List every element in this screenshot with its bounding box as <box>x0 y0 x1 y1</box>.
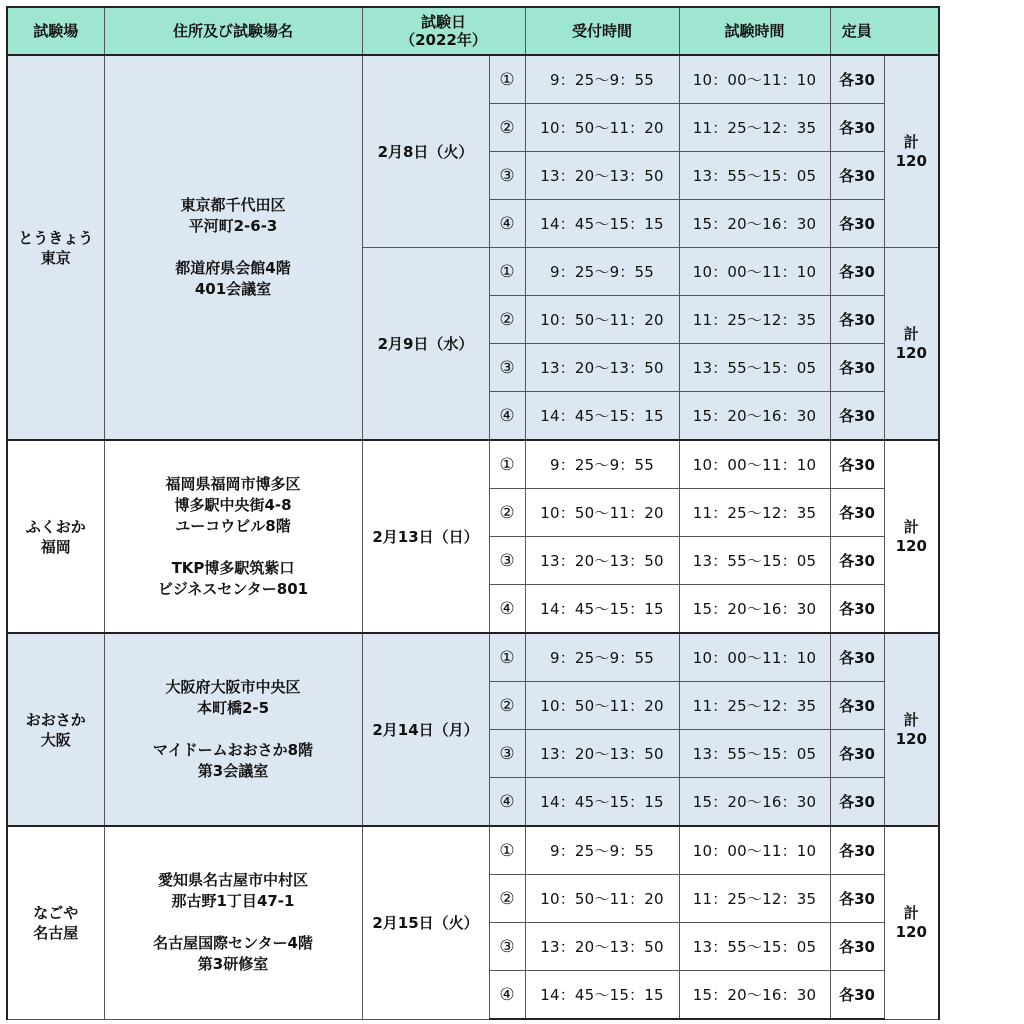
address-line: マイドームおおさか8階 <box>152 741 314 759</box>
slot-number: ② <box>489 875 525 923</box>
slot-number: ② <box>489 296 525 344</box>
address-line: 博多駅中央街4-8 <box>174 495 292 514</box>
slot-number: ① <box>489 440 525 489</box>
reception-time: 14：45〜15：15 <box>525 585 679 634</box>
reception-time: 14：45〜15：15 <box>525 392 679 441</box>
exam-date-cell: 2月9日（水） <box>362 248 489 441</box>
total-value: 120 <box>895 536 927 555</box>
venue-reading: ふくおか <box>25 517 86 536</box>
header-date <box>362 7 525 55</box>
address-line: 大阪府大阪市中央区 <box>165 678 301 696</box>
slot-number: ④ <box>489 585 525 634</box>
exam-time: 10：00〜11：10 <box>679 55 830 104</box>
slot-number: ② <box>489 104 525 152</box>
capacity-total-cell <box>884 248 939 441</box>
exam-time: 13：55〜15：05 <box>679 923 830 971</box>
capacity: 各30 <box>830 152 884 200</box>
address-line: 本町橋2-5 <box>196 699 270 717</box>
reception-time: 10：50〜11：20 <box>525 296 679 344</box>
venue-name-cell <box>7 633 104 826</box>
reception-time: 13：20〜13：50 <box>525 152 679 200</box>
header-address: 住所及び試験場名 <box>104 7 362 55</box>
total-value: 120 <box>895 343 927 362</box>
address-line: 第3会議室 <box>197 762 269 780</box>
address-spacer <box>105 537 362 558</box>
header-reception: 受付時間 <box>525 7 679 55</box>
reception-time: 9：25〜9：55 <box>525 633 679 682</box>
address-line: 都道府県会館4階 <box>175 259 291 277</box>
exam-time: 15：20〜16：30 <box>679 200 830 248</box>
header-exam-time: 試験時間 <box>679 7 830 55</box>
capacity: 各30 <box>830 778 884 827</box>
capacity: 各30 <box>830 923 884 971</box>
address-line: 第3研修室 <box>197 955 269 974</box>
exam-date-cell: 2月14日（月） <box>362 633 489 826</box>
address-line: 401会議室 <box>194 280 272 298</box>
reception-time: 9：25〜9：55 <box>525 248 679 296</box>
capacity: 各30 <box>830 537 884 585</box>
slot-number: ② <box>489 682 525 730</box>
slot-number: ④ <box>489 778 525 827</box>
header-date-label: 試験日 <box>420 13 466 31</box>
slot-number: ④ <box>489 971 525 1020</box>
address-line: 愛知県名古屋市中村区 <box>157 871 308 890</box>
capacity: 各30 <box>830 489 884 537</box>
reception-time: 9：25〜9：55 <box>525 55 679 104</box>
capacity: 各30 <box>830 971 884 1020</box>
capacity: 各30 <box>830 730 884 778</box>
venue-address-cell <box>104 55 362 440</box>
slot-number: ④ <box>489 392 525 441</box>
capacity-total-cell <box>884 633 939 826</box>
venue-name: 大阪 <box>40 730 71 749</box>
exam-time: 10：00〜11：10 <box>679 826 830 875</box>
reception-time: 10：50〜11：20 <box>525 875 679 923</box>
table-row <box>7 440 939 489</box>
reception-time: 10：50〜11：20 <box>525 489 679 537</box>
reception-time: 13：20〜13：50 <box>525 730 679 778</box>
slot-number: ③ <box>489 152 525 200</box>
venue-reading: おおさか <box>25 710 86 729</box>
table-row <box>7 826 939 875</box>
exam-time: 10：00〜11：10 <box>679 633 830 682</box>
slot-number: ③ <box>489 730 525 778</box>
total-label: 計 <box>903 324 919 343</box>
header-date-year: （2022年） <box>400 31 487 49</box>
address-line: 那古野1丁目47-1 <box>171 892 295 911</box>
reception-time: 9：25〜9：55 <box>525 440 679 489</box>
capacity-total-cell <box>884 440 939 633</box>
exam-time: 15：20〜16：30 <box>679 392 830 441</box>
venue-address-cell <box>104 633 362 826</box>
table-row <box>7 633 939 682</box>
total-label: 計 <box>903 710 919 729</box>
exam-time: 13：55〜15：05 <box>679 730 830 778</box>
exam-time: 11：25〜12：35 <box>679 875 830 923</box>
exam-time: 13：55〜15：05 <box>679 152 830 200</box>
capacity: 各30 <box>830 875 884 923</box>
venue-reading: なごや <box>33 903 79 922</box>
capacity: 各30 <box>830 682 884 730</box>
header-capacity <box>830 7 939 55</box>
header-capacity-label: 定員 <box>841 22 872 40</box>
exam-time: 11：25〜12：35 <box>679 296 830 344</box>
reception-time: 14：45〜15：15 <box>525 778 679 827</box>
capacity: 各30 <box>830 55 884 104</box>
total-label: 計 <box>903 132 919 151</box>
venue-name: 名古屋 <box>33 923 79 942</box>
address-spacer <box>105 719 362 740</box>
exam-time: 11：25〜12：35 <box>679 104 830 152</box>
address-line: ビジネスセンター801 <box>157 579 309 598</box>
address-spacer <box>105 237 362 258</box>
address-line: 福岡県福岡市博多区 <box>165 474 301 493</box>
table-row <box>7 55 939 104</box>
slot-number: ③ <box>489 923 525 971</box>
table-body <box>7 55 939 1019</box>
venue-name-cell <box>7 440 104 633</box>
venue-address-cell <box>104 440 362 633</box>
total-value: 120 <box>895 151 927 170</box>
venue-name-cell <box>7 826 104 1019</box>
reception-time: 10：50〜11：20 <box>525 104 679 152</box>
reception-time: 14：45〜15：15 <box>525 971 679 1020</box>
address-line: 平河町2-6-3 <box>188 217 278 235</box>
capacity-total-cell <box>884 55 939 248</box>
exam-time: 11：25〜12：35 <box>679 489 830 537</box>
capacity: 各30 <box>830 826 884 875</box>
exam-date-cell: 2月13日（日） <box>362 440 489 633</box>
reception-time: 13：20〜13：50 <box>525 923 679 971</box>
venue-address-cell <box>104 826 362 1019</box>
slot-number: ① <box>489 248 525 296</box>
exam-time: 13：55〜15：05 <box>679 344 830 392</box>
capacity: 各30 <box>830 585 884 634</box>
reception-time: 10：50〜11：20 <box>525 682 679 730</box>
total-value: 120 <box>895 729 927 748</box>
exam-time: 13：55〜15：05 <box>679 537 830 585</box>
venue-reading: とうきょう <box>18 228 94 247</box>
slot-number: ③ <box>489 344 525 392</box>
address-line: TKP博多駅筑紫口 <box>171 558 295 577</box>
exam-date-cell: 2月8日（火） <box>362 55 489 248</box>
capacity-total-cell <box>884 826 939 1019</box>
address-line: 東京都千代田区 <box>180 196 286 214</box>
total-value: 120 <box>895 922 927 941</box>
exam-time: 11：25〜12：35 <box>679 682 830 730</box>
exam-time: 15：20〜16：30 <box>679 971 830 1020</box>
slot-number: ③ <box>489 537 525 585</box>
capacity: 各30 <box>830 296 884 344</box>
slot-number: ② <box>489 489 525 537</box>
capacity: 各30 <box>830 440 884 489</box>
header-venue: 試験場 <box>7 7 104 55</box>
address-spacer <box>105 912 362 933</box>
reception-time: 14：45〜15：15 <box>525 200 679 248</box>
address-line: ユーコウビル8階 <box>175 516 291 535</box>
capacity: 各30 <box>830 248 884 296</box>
capacity: 各30 <box>830 344 884 392</box>
exam-time: 15：20〜16：30 <box>679 585 830 634</box>
capacity: 各30 <box>830 104 884 152</box>
total-label: 計 <box>903 517 919 536</box>
reception-time: 9：25〜9：55 <box>525 826 679 875</box>
venue-name: 東京 <box>40 248 71 267</box>
exam-date-cell: 2月15日（火） <box>362 826 489 1019</box>
venue-name-cell <box>7 55 104 440</box>
exam-time: 15：20〜16：30 <box>679 778 830 827</box>
exam-schedule-table <box>6 6 940 1020</box>
reception-time: 13：20〜13：50 <box>525 537 679 585</box>
capacity: 各30 <box>830 200 884 248</box>
slot-number: ① <box>489 826 525 875</box>
header-row <box>7 7 939 55</box>
reception-time: 13：20〜13：50 <box>525 344 679 392</box>
capacity: 各30 <box>830 633 884 682</box>
slot-number: ① <box>489 633 525 682</box>
slot-number: ④ <box>489 200 525 248</box>
capacity: 各30 <box>830 392 884 441</box>
exam-time: 10：00〜11：10 <box>679 440 830 489</box>
exam-time: 10：00〜11：10 <box>679 248 830 296</box>
slot-number: ① <box>489 55 525 104</box>
address-line: 名古屋国際センター4階 <box>153 934 313 953</box>
total-label: 計 <box>903 903 919 922</box>
venue-name: 福岡 <box>40 537 71 556</box>
